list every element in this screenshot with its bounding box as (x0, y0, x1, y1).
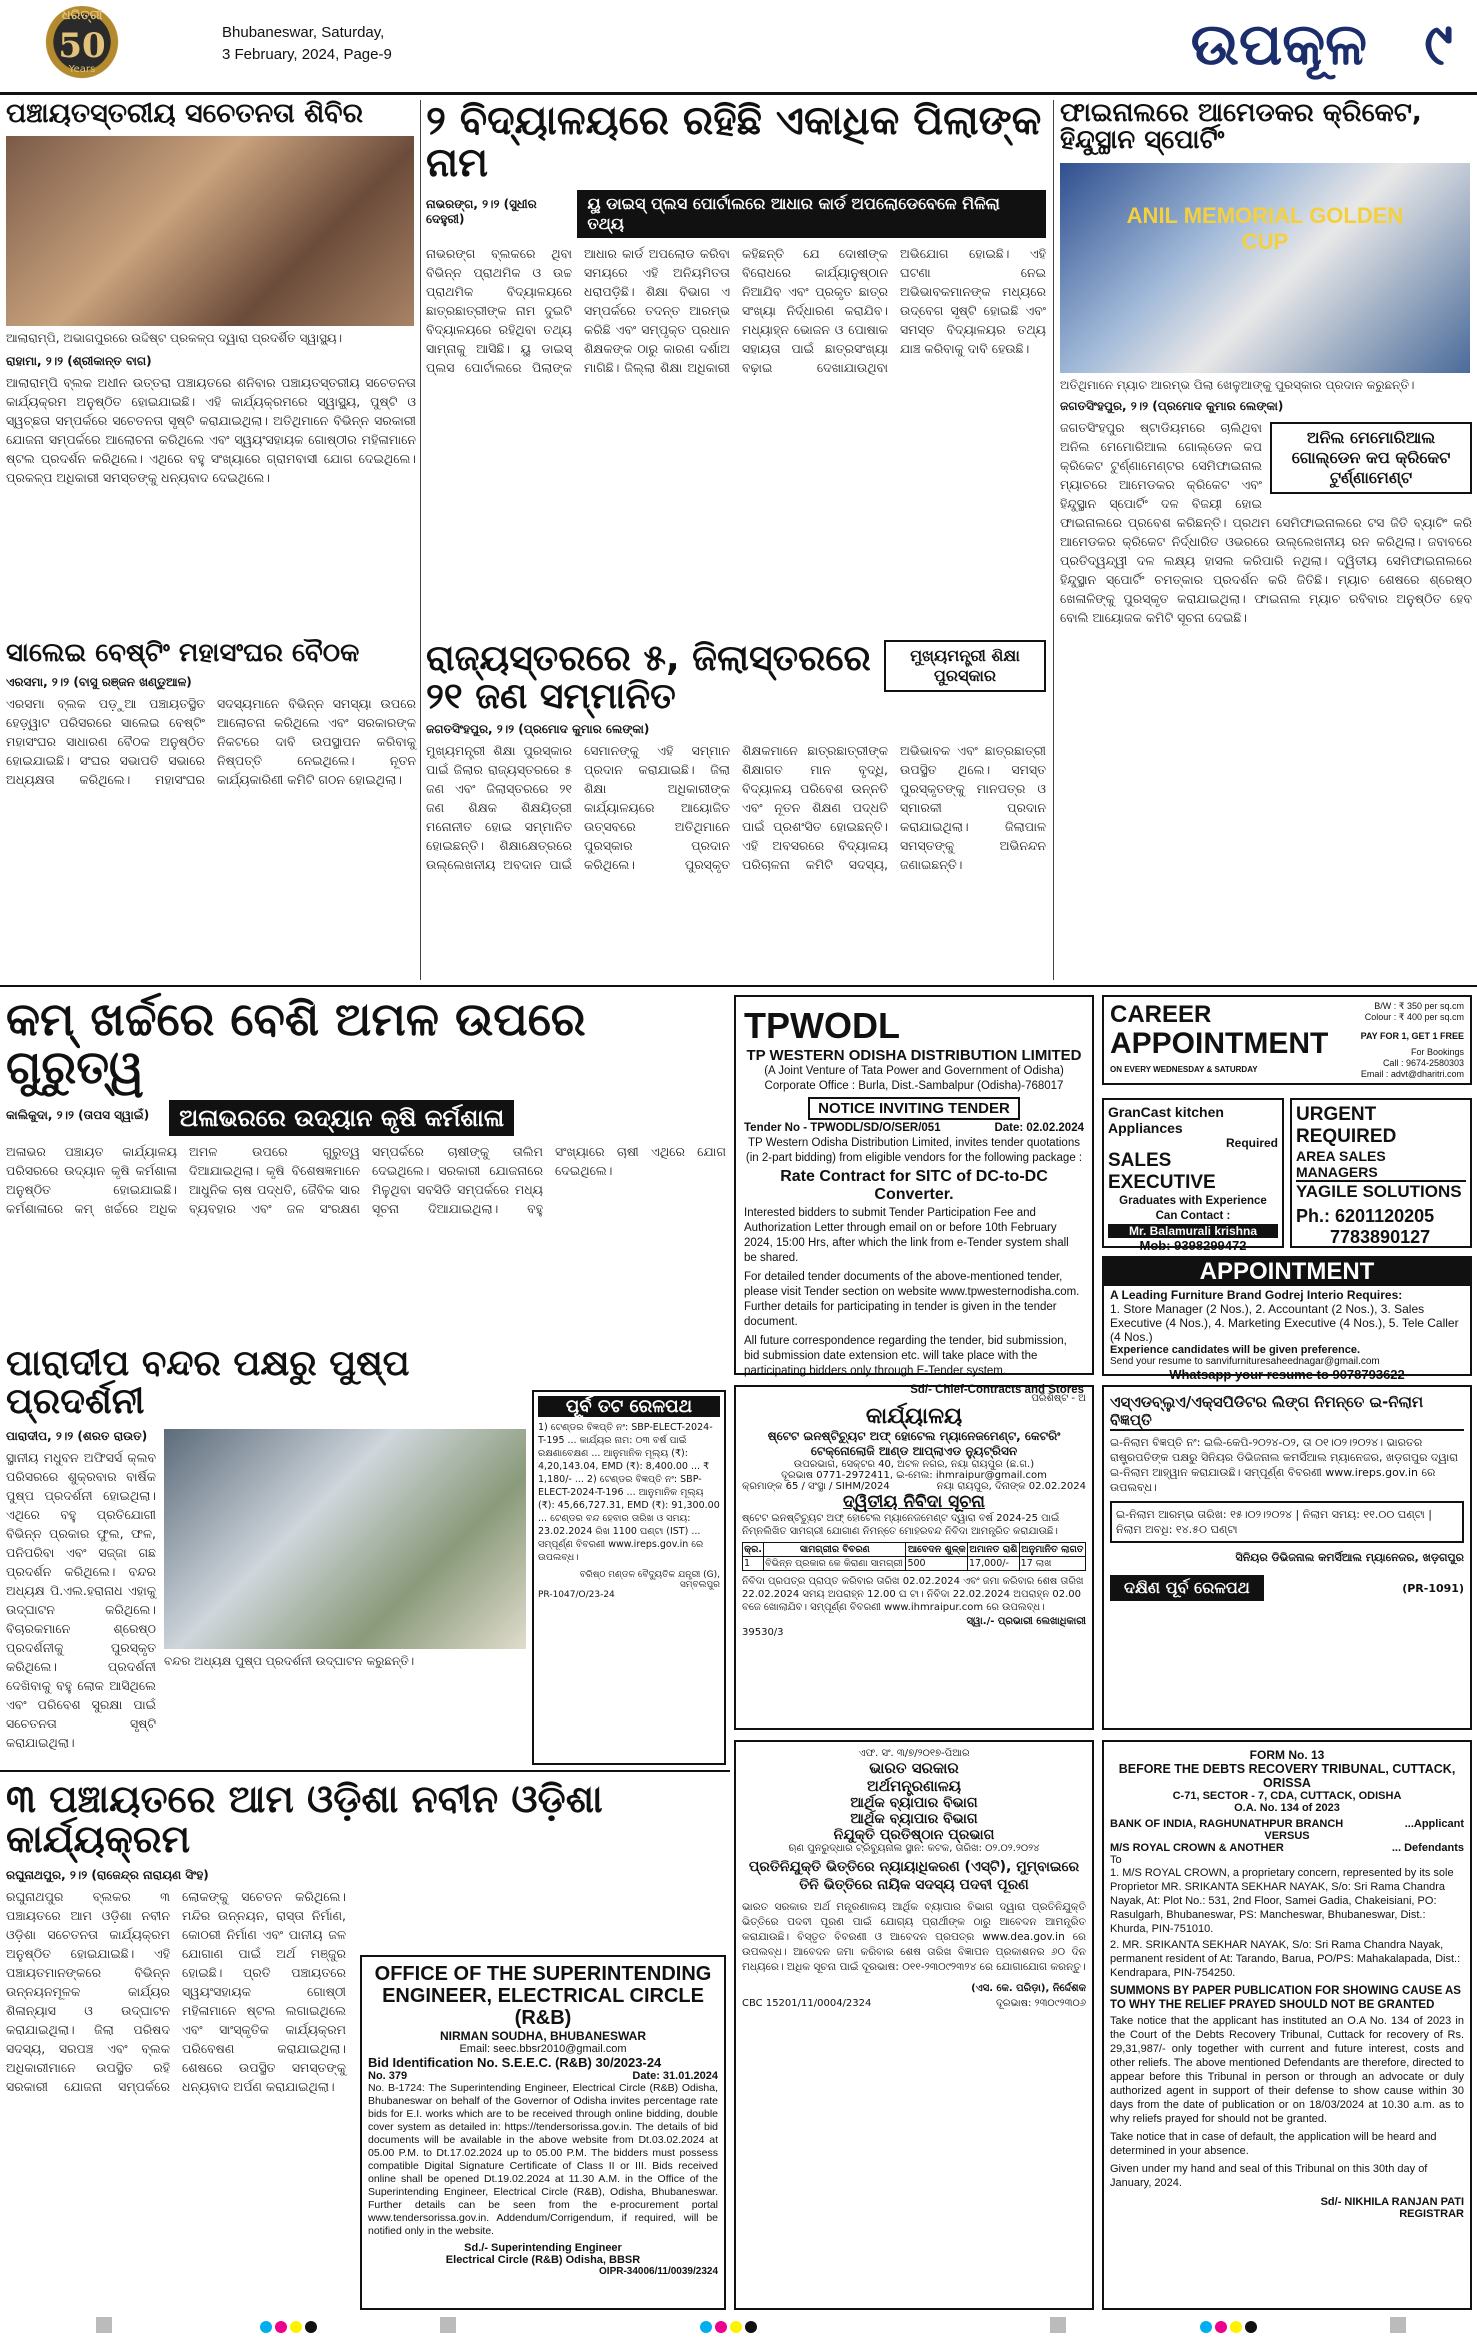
se-address: NIRMAN SOUDHA, BHUBANESWAR (440, 2029, 646, 2043)
ihm-title: କାର୍ଯ୍ୟାଳୟ (865, 1404, 963, 1429)
dateline-date-page: 3 February, 2024, Page-9 (222, 46, 392, 63)
career-rates (1361, 1001, 1464, 1080)
ihm-td: 500 (906, 1557, 968, 1571)
auction-schedule: ଇ-ନିଲାମ ଆରମ୍ଭ ତାରିଖ: ୧୫।୦୨।୨୦୨୪ | ନିଲାମ ସମୟ: ୧୧.୦୦ ଘଣ୍ଟା | ନିଲାମ ଅବଧି: ୧୪.୫୦ ଘଣ୍ଟା (1110, 1501, 1464, 1543)
ihm-td: 17 ଲାଖ (1019, 1557, 1085, 1571)
appointment-brand: A Leading Furniture Brand Godrej Interio Requires: (1110, 1288, 1403, 1302)
railway-body: 1) ଟେଣ୍ଡର ବିଜ୍ଞପ୍ତି ନଂ: SBP-ELECT-2024-T-195 ... କାର୍ଯ୍ୟର ନାମ: ୦୩ ବର୍ଷ ପାଇଁ ରକ୍ଷଣାବେକ୍ଷଣ ... ଆନୁମାନିକ ମୂଲ୍ୟ (₹): 4,20,143.04, EMD (₹): 8,400.00 ... ₹ 1,180/- ... 2) ଟେଣ୍ଡର ବିଜ୍ଞପ୍ତି ନଂ: SBP-ELECT-2024-T-196 ... ଆନୁମାନିକ ମୂଲ୍ୟ (₹): 45,66,727.31, EMD (₹): 91,300.00 ... ଟେଣ୍ଡର ବନ୍ଦ ହେବାର ତାରିଖ ଓ ସମୟ: 23.02.2024 ରିଖ 1100 ଘଣ୍ଟା (IST) ... ସମ୍ପୂର୍ଣ୍ଣ ବିବରଣୀ www.ireps.gov.in ରେ ଉପଲବ୍ଧ। (538, 1422, 720, 1563)
article-body: ମୁଖ୍ୟମନ୍ତ୍ରୀ ଶିକ୍ଷା ପୁରସ୍କାର ପାଇଁ ଜିଲାର ରାଜ୍ୟସ୍ତରରେ ୫ ଜଣ ଏବଂ ଜିଲାସ୍ତରରେ ୨୧ ଜଣ ଶିକ୍ଷକ ଶିକ୍ଷୟିତ୍ରୀ ମନୋନୀତ ହୋଇ ସମ୍ମାନିତ ହୋଇଛନ୍ତି। ଶିକ୍ଷାକ୍ଷେତ୍ରରେ ଉଲ୍ଲେଖନୀୟ ଅବଦାନ ପାଇଁ ସେମାନଙ୍କୁ ଏହି ସମ୍ମାନ ପ୍ରଦାନ କରାଯାଇଛି। ଜିଲା ଶିକ୍ଷା ଅଧିକାରୀଙ୍କ କାର୍ଯ୍ୟାଳୟରେ ଆୟୋଜିତ ଉତ୍ସବରେ ଅତିଥିମାନେ ପୁରସ୍କାର ପ୍ରଦାନ କରିଥିଲେ। ପୁରସ୍କୃତ ଶିକ୍ଷକମାନେ ଛାତ୍ରଛାତ୍ରୀଙ୍କ ଶିକ୍ଷାଗତ ମାନ ବୃଦ୍ଧି, ବିଦ୍ୟାଳୟ ପରିବେଶ ଉନ୍ନତି ଏବଂ ନୂତନ ଶିକ୍ଷଣ ପଦ୍ଧତି ପାଇଁ ପ୍ରଶଂସିତ ହୋଇଛନ୍ତି। ଏହି ଅବସରରେ ବିଦ୍ୟାଳୟ ପରିଚାଳନା କମିଟି ସଦସ୍ୟ, ଅଭିଭାବକ ଏବଂ ଛାତ୍ରଛାତ୍ରୀ ଉପସ୍ଥିତ ଥିଲେ। ସମସ୍ତ ପୁରସ୍କୃତଙ୍କୁ ମାନପତ୍ର ଓ ସ୍ମାରକୀ ପ୍ରଦାନ କରାଯାଇଥିଲା। ଜିଲାପାଳ ସମସ୍ତଙ୍କୁ ଅଭିନନ୍ଦନ ଜଣାଇଛନ୍ତି। (426, 742, 1046, 872)
story-education-award (426, 640, 1046, 980)
appointment-list: 1. Store Manager (2 Nos.), 2. Accountant (2 Nos.), 3. Sales Executive (4 Nos.), 4. Marketing Executive (4 Nos.), 5. Tele Caller (4 Nos.) (1110, 1302, 1459, 1344)
grancast-contact-label: Can Contact : (1155, 1210, 1231, 1222)
byline: ରଘୁନାଥପୁର, ୨।୨ (ରାଜେନ୍ଦ୍ର ନାରାୟଣ ସିଂହ) (6, 1867, 209, 1882)
se-signatory: Sd./- Superintending Engineer (464, 2242, 622, 2254)
grancast-required: Required (1225, 1136, 1278, 1150)
appointment-heading: APPOINTMENT (1104, 1258, 1470, 1286)
drt-versus: VERSUS (1264, 1830, 1310, 1842)
fin-ref: ଏଫ. ସଂ. ୩/୭/୨୦୧୭-ପିଆର (858, 1748, 970, 1759)
auction-railway-name: ଦକ୍ଷିଣ ପୂର୍ବ ରେଳପଥ (1110, 1575, 1264, 1601)
ad-grancast (1102, 1098, 1284, 1253)
auction-title: ଏସ୍‌ଏଡବ୍ଲୁଏ/ଏକ୍ସପିଡିଟର ଲିଙ୍ଗ ନିମନ୍ତେ ଇ-ନିଲାମ ବିଜ୍ଞପ୍ତି (1110, 1393, 1464, 1431)
fin-body: ଭାରତ ସରକାର ଅର୍ଥ ମନ୍ତ୍ରଣାଳୟ ଆର୍ଥିକ ବ୍ୟାପାର ବିଭାଗ ଦ୍ୱାରା ପ୍ରତିନିଯୁକ୍ତି ଭିତ୍ତିରେ ପଦବୀ ପୂରଣ ପାଇଁ ଯୋଗ୍ୟ ପ୍ରାର୍ଥୀଙ୍କ ଠାରୁ ଆବେଦନ ଆମନ୍ତ୍ରିତ କରାଯାଉଛି। ବିସ୍ତୃତ ବିବରଣୀ ଓ ଆବେଦନ ପ୍ରପତ୍ର www.dea.gov.in ରେ ଉପଲବ୍ଧ। ଆବେଦନ ଜମା କରିବାର ଶେଷ ତାରିଖ ବିଜ୍ଞାପନ ପ୍ରକାଶନର ୬୦ ଦିନ ମଧ୍ୟରେ। ଅଧିକ ସୂଚନା ପାଇଁ ଦୂରଭାଷ: ୦୧୧-୨୩୦୯୨୩୨୪ ରେ ଯୋଗାଯୋଗ କରନ୍ତୁ। (742, 1901, 1086, 1973)
subhead-band: ୟୁ ଡାଇସ୍ ପ୍ଲସ ପୋର୍ଟାଲରେ ଆଧାର କାର୍ଡ ଅପଲୋଡେବେଳେ ମିଳିଲା ତଥ୍ୟ (577, 190, 1046, 238)
logo-years-label: Years (68, 64, 96, 75)
article-body: ନାଭରଙ୍ଗ ବ୍ଲକରେ ଥିବା ବିଭିନ୍ନ ପ୍ରାଥମିକ ଓ ଉଚ୍ଚ ପ୍ରାଥମିକ ବିଦ୍ୟାଳୟରେ ଛାତ୍ରଛାତ୍ରୀଙ୍କ ନାମ ଦୁଇଟି ବିଦ୍ୟାଳୟରେ ରହିଥିବା ତଥ୍ୟ ସାମ୍ନାକୁ ଆସିଛି। ୟୁ ଡାଇସ୍ ପ୍ଲସ ପୋର୍ଟାଲରେ ପିଲାଙ୍କ ଆଧାର କାର୍ଡ ଅପଲୋଡ କରିବା ସମୟରେ ଏହି ଅନିୟମିତତା ଧରାପଡ଼ିଛି। ଶିକ୍ଷା ବିଭାଗ ଏ ସମ୍ପର୍କରେ ତଦନ୍ତ ଆରମ୍ଭ କରିଛି ଏବଂ ସମ୍ପୃକ୍ତ ପ୍ରଧାନ ଶିକ୍ଷକଙ୍କ ଠାରୁ କାରଣ ଦର୍ଶାଅ ମାଗିଛି। ଜିଲ୍ଲା ଶିକ୍ଷା ଅଧିକାରୀ କହିଛନ୍ତି ଯେ ଦୋଷୀଙ୍କ ବିରୋଧରେ କାର୍ଯ୍ୟାନୁଷ୍ଠାନ ନିଆଯିବ ଏବଂ ପ୍ରକୃତ ଛାତ୍ର ସଂଖ୍ୟା ନିର୍ଦ୍ଧାରଣ କରାଯିବ। ମଧ୍ୟାହ୍ନ ଭୋଜନ ଓ ପୋଷାକ ସହାୟତା ପାଇଁ ଛାତ୍ରସଂଖ୍ୟା ବଢ଼ାଇ ଦେଖାଯାଉଥିବା ଅଭିଯୋଗ ହୋଇଛି। ଏହି ଘଟଣା ନେଇ ଅଭିଭାବକମାନଙ୍କ ମଧ୍ୟରେ ଉଦ୍‌ବେଗ ସୃଷ୍ଟି ହୋଇଛି ଏବଂ ସମସ୍ତ ବିଦ୍ୟାଳୟର ତଥ୍ୟ ଯାଞ୍ଚ କରିବାକୁ ଦାବି ହେଉଛି। (426, 246, 1046, 375)
urgent-title: URGENT REQUIRED (1296, 1104, 1397, 1147)
article-body-lead: ସ୍ଥାନୀୟ ମଧୁବନ ଅଫିସର୍ସ କ୍ଲବ ପରିସରରେ ଶୁକ୍ରବାର ବାର୍ଷିକ ପୁଷ୍ପ ପ୍ରଦର୍ଶନୀ ହୋଇଥିଲା। ଏଥିରେ ବହୁ ପ୍ରତିଯୋଗୀ ବିଭିନ୍ନ ପ୍ରକାର ଫୁଲ, ଫଳ, ପନିପରିବା ଏବଂ ସଜ୍ଜା ଗଛ ପ୍ରଦର୍ଶନ କରିଥିଲେ। ବନ୍ଦର ଅଧ୍ୟକ୍ଷ ପି.ଏଲ.ହରାନାଧ ଏହାକୁ ଉଦ୍‌ଘାଟନ କରିଥିଲେ। ବିଚାରକମାନେ ଶ୍ରେଷ୍ଠ ପ୍ରଦର୍ଶନୀକୁ ପୁରସ୍କୃତ କରିଥିଲେ। ପ୍ରଦର୍ଶନୀ ଦେଖିବାକୁ ବହୁ ଲୋକ ଆସିଥିଲେ ଏବଂ ପରିବେଶ ସୁରକ୍ଷା ପାଇଁ ସଚେତନତା ସୃଷ୍ଟି କରାଯାଇଥିଲା। (6, 1449, 156, 1750)
drt-defendant-2: 2. MR. SRIKANTA SEKHAR NAYAK, S/o: Sri Rama Chandra Nayak, permanent resident of At: Tarando, Barua, PO/PS: Mahakalapada, Dist.: Kendrapara, PIN-754250. (1110, 1939, 1461, 1979)
drt-body: Take notice that the applicant has instituted an O.A No. 134 of 2023 in the Court of the Debts Recovery Tribunal, Cuttack for recovery of Rs. 29,31,987/- only together with current and future interest, costs and other reliefs. The above mentioned Defendants are therefore, directed to appear before this Tribunal in person or through an advocate or duly authorized agent in support of their defense to show cause within 30 days from the date of publication or on 18/03/2024 at 10.30 a.m. as to why reliefs prayed for should not be granted. (1110, 2015, 1464, 2125)
fin-phone: ଦୂରଭାଷ: ୨୩୦୯୨୩୦୬ (996, 1998, 1086, 2009)
ihm-body-2: ନିବିଦା ପ୍ରପତ୍ର ପ୍ରାପ୍ତ କରିବାର ତାରିଖ 02.02.2024 ଏବଂ ଜମା କରିବାର ଶେଷ ତାରିଖ 22.02.2024 ସମୟ ଅପରାହ୍ନ 12.00 ଘ ଟା। ନିବିଦା 22.02.2024 ଅପରାହ୍ନ 02.00 ବଜେ ଖୋଲାଯିବ। ସମ୍ପୂର୍ଣ୍ଣ ବିବରଣୀ www.ihmraipur.com ରେ ଉପଲବ୍ଧ। (742, 1576, 1084, 1613)
drt-body-2: Take notice that in case of default, the application will be heard and determined in your absence. (1110, 2131, 1437, 2157)
photo-caption: ଆଲାରାମ୍ପି, ଅଭାଗପୁରରେ ଉଦ୍ଦିଷ୍ଟ ପ୍ରକଳ୍ପ ଦ୍ୱାରା ପ୍ରଦର୍ଶିତ ସ୍ୱାସ୍ଥ୍ୟ। (6, 331, 343, 346)
ad-career-appointment (1102, 995, 1472, 1085)
ihm-address: ଉପରଭାଗ, ସେକ୍ଟର 40, ଅଟଳ ନଗର, ନୟା ରାୟପୁର (ଛ.ଗ.) (793, 1459, 1035, 1470)
fin-line: ଋଣ ପୁନରୁଦ୍ଧାର ଟ୍ରିବ୍ୟୁନାଲ ସ୍ଥାନ: କଟକ, ତାରିଖ: ୦୨.୦୨.୨୦୨୪ (788, 1843, 1040, 1854)
page-number: ୯ (1424, 10, 1453, 78)
tender-package: Rate Contract for SITC of DC-to-DC Converter. (780, 1168, 1048, 1203)
yellow-dot (290, 2321, 302, 2333)
ad-finance-ministry (734, 1740, 1094, 2310)
article-body: ରଘୁନାଥପୁର ବ୍ଲକର ୩ ପଞ୍ଚାୟତରେ ଆମ ଓଡ଼ିଶା ନବୀନ ଓଡ଼ିଶା ସଚେତନତା କାର୍ଯ୍ୟକ୍ରମ ଅନୁଷ୍ଠିତ ହୋଇଯାଇଛି। ଏହି ପଞ୍ଚାୟତମାନଙ୍କରେ ବିଭିନ୍ନ ଉନ୍ନୟନମୂଳକ କାର୍ଯ୍ୟର ଶିଳାନ୍ୟାସ ଓ ଉଦ୍‌ଘାଟନ କରାଯାଇଥିଲା। ଜିଲା ପରିଷଦ ସଦସ୍ୟ, ସରପଞ୍ଚ ଏବଂ ବ୍ଲକ ଅଧିକାରୀମାନେ ଉପସ୍ଥିତ ରହି ସରକାରୀ ଯୋଜନା ସମ୍ପର୍କରେ ଲୋକଙ୍କୁ ସଚେତନ କରିଥିଲେ। ମନ୍ଦିର ଉନ୍ନୟନ, ରାସ୍ତା ନିର୍ମାଣ, କୋଠରୀ ନିର୍ମାଣ ଏବଂ ପାନୀୟ ଜଳ ଯୋଗାଣ ପାଇଁ ଅର୍ଥ ମଞ୍ଜୁର ହୋଇଛି। ପ୍ରତି ପଞ୍ଚାୟତରେ ସ୍ୱୟଂସହାୟକ ଗୋଷ୍ଠୀ ମହିଳାମାନେ ଷ୍ଟଲ ଲଗାଇଥିଲେ ଏବଂ ସାଂସ୍କୃତିକ କାର୍ଯ୍ୟକ୍ରମ ପରିବେଷଣ କରାଯାଇଥିଲା। ଶେଷରେ ଉପସ୍ଥିତ ସମସ୍ତଙ୍କୁ ଧନ୍ୟବାଦ ଅର୍ପଣ କରାଯାଇଥିଲା। (6, 1888, 346, 2094)
story-horticulture-workshop (6, 992, 726, 1335)
auction-body: ଇ-ନିଲାମ ବିଜ୍ଞପ୍ତି ନଂ: ଇଲି-କେପି-୨୦୨୪-୦୨, ତା ୦୧।୦୨।୨୦୨୪। ଭାରତର ରାଷ୍ଟ୍ରପତିଙ୍କ ପକ୍ଷରୁ ସିନିୟର ଡିଭିଜନାଲ କମର୍ସିଆଲ ମ୍ୟାନେଜର, ଖଡ଼ଗପୁର ଦ୍ୱାରା ଇ-ନିଲାମ ଆହ୍ୱାନ କରାଯାଉଛି। ସମ୍ପୂର୍ଣ୍ଣ ବିବରଣୀ www.ireps.gov.in ରେ ଉପଲବ୍ଧ। (1110, 1436, 1459, 1494)
drt-applicant: BANK OF INDIA, RAGHUNATHPUR BRANCH (1110, 1818, 1344, 1830)
career-schedule: ON EVERY WEDNESDAY & SATURDAY (1110, 1065, 1258, 1074)
tournament-tag: ଅନିଲ ମେମୋରିଆଲ ଗୋଲ୍ଡେନ କପ କ୍ରିକେଟ ଟୁର୍ଣ୍ଣାମେଣ୍ଟ (1270, 422, 1472, 494)
byline: ଏରସମା, ୨।୨ (ବାସୁ ରଞ୍ଜନ ଖଣ୍ଡୁଆଳ) (6, 675, 192, 690)
ihm-th: ଅନୁମାନିତ ଲାଗତ (1021, 1544, 1084, 1555)
drt-to: To (1110, 1854, 1122, 1866)
ihm-org: ଷ୍ଟେଟ ଇନଷ୍ଟିଚ୍ୟୁଟ ଅଫ୍ ହୋଟେଲ ମ୍ୟାନେଜମେଣ୍ଟ, କେଟରିଂ ଟେକ୍ନୋଲୋଜି ଆଣ୍ଡ ଆପ୍ଲାଏଡ ନ୍ୟୁଟ୍ରିସନ (767, 1429, 1061, 1458)
rate-colour: Colour : ₹ 400 per sq.cm (1364, 1012, 1464, 1022)
drt-applicant-label: ...Applicant (1404, 1818, 1464, 1830)
byline: ରାହାମା, ୨।୨ (ଶ୍ରୀକାନ୍ତ ବାଗ) (6, 354, 152, 369)
tender-date: Date: 02.02.2024 (994, 1122, 1084, 1134)
drt-signatory: Sd/- NIKHILA RANJAN PATI (1320, 2196, 1464, 2208)
se-date: Date: 31.01.2024 (632, 2070, 718, 2082)
tender-intro: TP Western Odisha Distribution Limited, invites tender quotations (in 2-part bidding) from eligible vendors for the following package : (745, 1137, 1083, 1164)
masthead-right (1137, 4, 1467, 90)
headline: ରାଜ୍ୟସ୍ତରରେ ୫, ଜିଲାସ୍ତରରେ ୨୧ ଜଣ ସମ୍ମାନିତ (426, 638, 871, 717)
ihm-td: ବିଭିନ୍ନ ପ୍ରକାର କେ କିରାଣା ସାମଗ୍ରୀ (764, 1557, 906, 1571)
dateline (222, 22, 392, 66)
tender-para2: For detailed tender documents of the above-mentioned tender, please visit Tender section on website www.tpwesternodisha.com. Further details for participating in tender is given in the tender document. (744, 1271, 1080, 1328)
headline: ୩ ପଞ୍ଚାୟତରେ ଆମ ଓଡ଼ିଶା ନବୀନ ଓଡ଼ିଶା କାର୍ଯ୍ୟକ୍ରମ (6, 1777, 603, 1861)
photo-banner-text: ANIL MEMORIAL GOLDEN CUP (1126, 202, 1404, 254)
byline: ଜଗତସିଂହପୁର, ୨।୨ (ପ୍ରମୋଦ କୁମାର ଲେଙ୍କା) (1060, 398, 1284, 413)
story-duplicate-enrolment (426, 100, 1046, 630)
black-dot (305, 2321, 317, 2333)
notice-title: NOTICE INVITING TENDER (808, 1097, 1020, 1120)
se-title: OFFICE OF THE SUPERINTENDING ENGINEER, ELECTRICAL CIRCLE (R&B) (374, 1963, 712, 2029)
se-signatory-office: Electrical Circle (R&B) Odisha, BBSR (445, 2254, 641, 2266)
masthead-left (0, 0, 430, 90)
grancast-qualification: Graduates with Experience (1119, 1195, 1267, 1207)
railway-signatory: ବରିଷ୍ଠ ମଣ୍ଡଳ ବୈଦ୍ୟୁତିକ ଯନ୍ତ୍ରୀ (G), ସମ୍ବଲପୁର (579, 1570, 720, 1590)
ihm-label: ପରିଶିଷ୍ଟ - ଅ (1031, 1393, 1086, 1404)
ihm-signatory: ସ୍ୱା./- ପ୍ରଭାରୀ ଲେଖାଧିକାରୀ (966, 1616, 1086, 1627)
column-rule (1053, 100, 1054, 980)
photo-caption: ଅତିଥିମାନେ ମ୍ୟାଚ ଆରମ୍ଭ ପିଲା ଖେଳୁଆଙ୍କୁ ପୁରସ୍କାର ପ୍ରଦାନ କରୁଛନ୍ତି। (1060, 377, 1415, 392)
photo-flower-show (164, 1429, 526, 1649)
grancast-post: SALES EXECUTIVE (1108, 1150, 1216, 1193)
headline: ଫାଇନାଲରେ ଆମେଡକର କ୍ରିକେଟ, ହିନ୍ଦୁସ୍ଥାନ ସ୍ପୋର୍ଟିଂ (1060, 98, 1422, 156)
drt-address: C-71, SECTOR - 7, CDA, CUTTACK, ODISHA (1172, 1790, 1402, 1802)
ihm-code: 39530/3 (742, 1627, 784, 1638)
appointment-email: Send your resume to sanvifurnituresaheednagar@gmail.com (1110, 1356, 1380, 1367)
ad-tpwodl-tender (734, 995, 1094, 1396)
registration-block (96, 2317, 112, 2333)
appointment-preference: Experience candidates will be given preference. (1110, 1344, 1361, 1356)
ihm-date: ନୟା ରାୟପୁର, ଦିନାଙ୍କ 02.02.2024 (936, 1481, 1086, 1492)
story-flower-show (6, 1345, 526, 1765)
booking: For Bookings (1410, 1047, 1464, 1057)
se-code: OIPR-34006/11/0039/2324 (599, 2266, 718, 2277)
column-rule (420, 100, 421, 980)
ihm-ref: କ୍ରମାଙ୍କ 65 / ସଂସ୍ଥା / SIHM/2024 (742, 1481, 890, 1492)
se-bid-id: Bid Identification No. S.E.E.C. (R&B) 30/2023-24 (368, 2055, 662, 2070)
auction-signatory: ସିନିୟର ଡିଭିଜନାଲ କମର୍ସିଆଲ ମ୍ୟାନେଜର, ଖଡ଼ଗପୁର (1235, 1551, 1464, 1564)
fin-title-5: ନିଯୁକ୍ତି ପ୍ରତିଷ୍ଠାନ ପ୍ରଭାଗ (833, 1827, 995, 1843)
fin-title-1: ଭାରତ ସରକାର (869, 1759, 959, 1777)
drt-form: FORM No. 13 (1249, 1748, 1325, 1762)
black-dot (745, 2321, 757, 2333)
ad-godrej-appointment (1102, 1256, 1472, 1382)
fin-title-4: ଆର୍ଥିକ ବ୍ୟାପାର ବିଭାଗ (850, 1811, 978, 1827)
photo-camp (6, 136, 414, 326)
urgent-ph-label: Ph.: (1296, 1206, 1330, 1226)
magenta-dot (715, 2321, 727, 2333)
tender-number: Tender No - TPWODL/SD/O/SER/051 (744, 1122, 941, 1134)
headline: ସାଲେଇ ବେଷ୍ଟିଂ ମହାସଂଘର ବୈଠକ (6, 638, 360, 668)
office-line: Corporate Office : Burla, Dist.-Sambalpur (Odisha)-768017 (764, 1080, 1064, 1092)
grancast-company: GranCast kitchen Appliances (1108, 1104, 1224, 1136)
ihm-th: ଅମାନତ ରାଶି (969, 1544, 1018, 1555)
drt-given: Given under my hand and seal of this Tribunal on this 30th day of January, 2024. (1110, 2163, 1428, 2189)
logo-years: 50 (58, 26, 106, 66)
section-rule (0, 985, 1477, 987)
jv-line: (A Joint Venture of Tata Power and Government of Odisha) (764, 1065, 1064, 1077)
tender-signatory: Sd/- Chief-Contracts and Stores (910, 1384, 1084, 1396)
byline: ଜଗତସିଂହପୁର, ୨।୨ (ପ୍ରମୋଦ କୁମାର ଲେଙ୍କା) (426, 721, 650, 736)
black-dot (1245, 2321, 1257, 2333)
auction-code: (PR-1091) (1402, 1581, 1464, 1595)
yellow-dot (730, 2321, 742, 2333)
dateline-city-day: Bhubaneswar, Saturday, (222, 24, 385, 41)
fin-code: CBC 15201/11/0004/2324 (742, 1998, 872, 2009)
award-tag: ମୁଖ୍ୟମନ୍ତ୍ରୀ ଶିକ୍ଷା ପୁରସ୍କାର (884, 640, 1046, 692)
ad-e-auction (1102, 1385, 1472, 1730)
photo-cricket (1060, 163, 1470, 373)
article-body: ଆଲାରାମ୍ପି ବ୍ଲକ ଅଧୀନ ଉତ୍ତରା ପଞ୍ଚାୟତରେ ଶନିବାର ପଞ୍ଚାୟତସ୍ତରୀୟ ସଚେତନତା କାର୍ଯ୍ୟକ୍ରମ ଅନୁଷ୍ଠିତ ହୋଇଯାଇଛି। ଏହି କାର୍ଯ୍ୟକ୍ରମରେ ସ୍ୱାସ୍ଥ୍ୟ, ପୁଷ୍ଟି ଓ ସ୍ୱଚ୍ଛତା ସମ୍ପର୍କରେ ସଚେତନତା ସୃଷ୍ଟି କରାଯାଇଥିଲା। ଅତିଥିମାନେ ବିଭିନ୍ନ ସରକାରୀ ଯୋଜନା ସମ୍ପର୍କରେ ଆଲୋଚନା କରିଥିଲେ ଏବଂ ସ୍ୱୟଂସହାୟକ ଗୋଷ୍ଠୀର ମହିଳାମାନେ ଷ୍ଟଲ ପ୍ରଦର୍ଶନ କରିଥିଲେ। ଏଥିରେ ବହୁ ସଂଖ୍ୟାରେ ଗ୍ରାମବାସୀ ଯୋଗ ଦେଇଥିଲେ। ପ୍ରକଳ୍ପ ଅଧିକାରୀ ସମସ୍ତଙ୍କୁ ଧନ୍ୟବାଦ ଦେଇଥିଲେ। (6, 375, 416, 486)
tender-para1: Interested bidders to submit Tender Participation Fee and Authorization Letter through email on or before 10th February 2024, 15:00 Hrs, after which the link from e-Tender system shall be shared. (744, 1207, 1069, 1264)
section-rule (0, 1770, 730, 1772)
ihm-td: 17,000/- (968, 1557, 1020, 1571)
ihm-th: କ୍ର. (744, 1544, 762, 1555)
table-row (743, 1557, 1086, 1571)
urgent-phone-2: 7783890127 (1330, 1227, 1431, 1247)
drt-defendant-1: 1. M/S ROYAL CROWN, a proprietary concern, represented by its sole Proprietor MR. SRIKANTA SEKHAR NAYAK, S/o: Sri Rama Chandra Nayak, At: Plot No.: 531, 2nd Floor, Samei Gadia, Chakeisiani, PO: Rasulgarh, Bhubaneswar, PS: Mancheswar, Bhubaneswar, Dist.: Khurda, PIN-751010. (1110, 1867, 1454, 1935)
headline: ପାରାଦୀପ ବନ୍ଦର ପକ୍ଷରୁ ପୁଷ୍ପ ପ୍ରଦର୍ଶନୀ (6, 1343, 410, 1422)
masthead-rule (0, 92, 1477, 95)
magenta-dot (1215, 2321, 1227, 2333)
article-body: ଜଗତସିଂହପୁର ଷ୍ଟାଡିୟମରେ ଚାଲିଥିବା ଅନିଲ ମେମୋରିଆଲ ଗୋଲ୍ଡେନ କପ କ୍ରିକେଟ ଟୁର୍ଣ୍ଣାମେଣ୍ଟର ସେମିଫାଇନାଲ ମ୍ୟାଚରେ ଆମେଡକର କ୍ରିକେଟ ଏବଂ ହିନ୍ଦୁସ୍ଥାନ ସ୍ପୋର୍ଟିଂ ଦଳ ବିଜୟୀ ହୋଇ ଫାଇନାଲରେ ପ୍ରବେଶ କରିଛନ୍ତି। ପ୍ରଥମ ସେମିଫାଇନାଲରେ ଟସ ଜିତି ବ୍ୟାଟିଂ କରି ଆମେଡକର କ୍ରିକେଟ ନିର୍ଦ୍ଧାରିତ ଓଭରରେ ଉଲ୍ଲେଖନୀୟ ରନ କରିଥିଲା। ଜବାବରେ ପ୍ରତିଦ୍ୱନ୍ଦ୍ୱୀ ଦଳ ଲକ୍ଷ୍ୟ ହାସଲ କରିପାରି ନଥିଲା। ଦ୍ୱିତୀୟ ସେମିଫାଇନାଲରେ ହିନ୍ଦୁସ୍ଥାନ ସ୍ପୋର୍ଟିଂ ଚମତ୍କାର ପ୍ରଦର୍ଶନ କରି ଜିତିଛି। ମ୍ୟାଚ ଶେଷରେ ଶ୍ରେଷ୍ଠ ଖେଳାଳିଙ୍କୁ ପୁରସ୍କୃତ କରାଯାଇଥିଲା। ଫାଇନାଲ ମ୍ୟାଚ ରବିବାର ଅନୁଷ୍ଠିତ ହେବ ବୋଲି ଆୟୋଜକ କମିଟି ସୂଚନା ଦେଇଛି। (1060, 419, 1472, 625)
photo-caption: ବନ୍ଦର ଅଧ୍ୟକ୍ଷ ପୁଷ୍ପ ପ୍ରଦର୍ଶନୀ ଉଦ୍‌ଘାଟନ କରୁଛନ୍ତି। (164, 1653, 415, 1668)
company-name: TP WESTERN ODISHA DISTRIBUTION LIMITED (746, 1047, 1082, 1064)
fin-title-3: ଆର୍ଥିକ ବ୍ୟାପାର ବିଭାଗ (850, 1795, 978, 1811)
cmyk-marks (260, 2318, 320, 2332)
ihm-body: ଷ୍ଟେଟ ଇନଷ୍ଟିଚ୍ୟୁଟ ଅଫ୍ ହୋଟେଲ ମ୍ୟାନେଜମେଣ୍ଟ ଦ୍ୱାରା ବର୍ଷ 2024-25 ପାଇଁ ନିମ୍ନଲିଖିତ ସାମଗ୍ରୀ ଯୋଗାଣ ନିମନ୍ତେ ମୋହରବନ୍ଦ ନିବିଦା ଆମନ୍ତ୍ରିତ କରାଯାଉଛି। (742, 1513, 1060, 1537)
appointment-whatsapp: Whatsapp your resume to 9078793622 (1169, 1367, 1405, 1382)
headline: ୨ ବିଦ୍ୟାଳୟରେ ରହିଛି ଏକାଧିକ ପିଲାଙ୍କ ନାମ (426, 98, 1042, 186)
byline: ନାଭରଙ୍ଗ, ୨।୨ (ସୁଧୀର ଦେହୁରୀ) (426, 197, 537, 226)
workshop-band: ଅଳାଭରରେ ଉଦ୍ୟାନ କୃଷି କର୍ମଶାଳା (169, 1100, 514, 1136)
offer: PAY FOR 1, GET 1 FREE (1360, 1031, 1464, 1041)
ihm-table-header (743, 1543, 1086, 1557)
fin-signatory: (ଏସ. କେ. ପରିଡ଼ା), ନିର୍ଦ୍ଦେଶକ (971, 1983, 1086, 1994)
headline: ପଞ୍ଚାୟତସ୍ତରୀୟ ସଚେତନତା ଶିବିର (6, 98, 364, 129)
cmyk-marks (700, 2318, 760, 2332)
ihm-notice: ଦ୍ୱିତୀୟ ନିବିଦା ସୂଚନା (843, 1492, 985, 1512)
fin-headline: ପ୍ରତିନିଯୁକ୍ତି ଭିତ୍ତିରେ ନ୍ୟାୟାଧିକରଣ (ଏସ୍‌ଟି), ମୁମ୍ବାଇରେ ତିନି ଭିତ୍ତିରେ ନାୟିକ ସଦସ୍ୟ ପଦବୀ ପୂରଣ (748, 1859, 1080, 1893)
ihm-th: ସାମଗ୍ରୀର ବିବରଣ (764, 1543, 906, 1557)
railway-code: PR-1047/O/23-24 (538, 1590, 615, 1600)
ad-ihm-tender (734, 1385, 1094, 1730)
story-salei-meeting (6, 640, 416, 980)
drt-title: BEFORE THE DEBTS RECOVERY TRIBUNAL, CUTTACK, ORISSA (1118, 1762, 1456, 1790)
ihm-table (742, 1542, 1086, 1571)
magenta-dot (275, 2321, 287, 2333)
ad-urgent-required (1290, 1098, 1472, 1248)
logo-word: ଧରିତ୍ରୀ (61, 8, 103, 23)
byline: କାଲିକୁଦା, ୨।୨ (ତାପସ ସ୍ୱାଇଁ) (6, 1108, 150, 1123)
urgent-post: AREA SALES MANAGERS (1296, 1148, 1466, 1182)
story-cricket-final (1060, 100, 1472, 980)
call: Call : 9674-2580303 (1382, 1058, 1464, 1068)
se-email: Email: seec.bbsr2010@gmail.com (459, 2043, 627, 2055)
grancast-mobile: Mob: 9398299472 (1139, 1238, 1247, 1253)
yellow-dot (1230, 2321, 1242, 2333)
appointment-title: APPOINTMENT (1110, 1027, 1329, 1060)
urgent-company: YAGILE SOLUTIONS (1296, 1182, 1462, 1201)
ad-debts-recovery-tribunal (1102, 1740, 1472, 2310)
cyan-dot (1200, 2321, 1212, 2333)
drt-summons: SUMMONS BY PAPER PUBLICATION FOR SHOWING CAUSE AS TO WHY THE RELIEF PRAYED SHOULD NOT BE GRANTED (1110, 1985, 1461, 2011)
article-body: ଅଳାଭର ପଞ୍ଚାୟତ କାର୍ଯ୍ୟାଳୟ ପରିସରରେ ଉଦ୍ୟାନ କୃଷି କର୍ମଶାଳା ଅନୁଷ୍ଠିତ ହୋଇଯାଇଛି। କର୍ମଶାଳାରେ କମ୍ ଖର୍ଚ୍ଚରେ ଅଧିକ ଅମଳ ଉପରେ ଗୁରୁତ୍ୱ ଦିଆଯାଇଥିଲା। କୃଷି ବିଶେଷଜ୍ଞମାନେ ଆଧୁନିକ ଚାଷ ପଦ୍ଧତି, ଜୈବିକ ସାର ବ୍ୟବହାର ଏବଂ ଜଳ ସଂରକ୍ଷଣ ସମ୍ପର୍କରେ ଚାଷୀଙ୍କୁ ତାଲିମ ଦେଇଥିଲେ। ସରକାରୀ ଯୋଜନାରେ ମିଳୁଥିବା ସବସିଡି ସମ୍ପର୍କରେ ମଧ୍ୟ ସୂଚନା ଦିଆଯାଇଥିଲା। ବହୁ ସଂଖ୍ୟାରେ ଚାଷୀ ଏଥିରେ ଯୋଗ ଦେଇଥିଲେ। (6, 1143, 726, 1216)
se-body: No. B-1724: The Superintending Engineer, Electrical Circle (R&B) Odisha, Bhubaneswar on behalf of the Governor of Odisha invites percentage rate bids for E.I. works which are to be received through online bidding, double cover system as detailed in: https://tendersorissa.gov.in. The details of bid documents will be available in the above website from Dt.03.02.2024 at 05.00 P.M. to Dt.17.02.2024 up to 05.00 P.M. The bidders must possess compatible Digital Signature Certificate of Class II or III. Bids received online shall be opened Dt.19.02.2024 at 11.30 A.M. in the Office of the Superintending Engineer, Electrical Circle (R&B), Odisha, Bhubaneswar. Further details can be seen from the e-procurement portal www.tendersorissa.gov.in. Addendum/Corrigendum, if required, will be notified only in the website. (368, 2082, 718, 2237)
drt-oa: O.A. No. 134 of 2023 (1234, 1802, 1340, 1814)
email: Email : advt@dharitri.com (1360, 1069, 1464, 1079)
registration-block (1390, 2317, 1406, 2333)
registration-block (1050, 2317, 1066, 2333)
cmyk-marks (1200, 2318, 1260, 2332)
section-name: ଉପକୂଳ (1190, 10, 1367, 78)
rate-bw: B/W : ₹ 350 per sq.cm (1374, 1001, 1464, 1011)
ad-east-coast-railway (532, 1390, 726, 1765)
byline: ପାରାଦୀପ, ୨।୨ (ଶରତ ରାଉତ) (6, 1428, 148, 1443)
railway-title: ପୂର୍ବ ତଟ ରେଳପଥ (538, 1396, 720, 1417)
tender-para3: All future correspondence regarding the tender, bid submission, bid submission date extension etc. will take place with the participating bidders only through E-Tender system. (744, 1335, 1067, 1377)
cyan-dot (700, 2321, 712, 2333)
registration-block (440, 2317, 456, 2333)
ad-superintending-engineer (360, 1955, 726, 2310)
drt-defendant: M/S ROYAL CROWN & ANOTHER (1110, 1842, 1284, 1854)
ihm-th: ଆବେଦନ ଶୁଳ୍କ (907, 1544, 966, 1555)
headline: କମ୍ ଖର୍ଚ୍ଚରେ ବେଶି ଅମଳ ଉପରେ ଗୁରୁତ୍ୱ (6, 992, 586, 1095)
fin-title-2: ଅର୍ଥମନ୍ତ୍ରଣାଳୟ (867, 1777, 961, 1795)
ihm-contact: ଦୂରଭାଷ 0771-2972411, ଇ-ମେଲ: ihmraipur@gmail.com (781, 1470, 1047, 1481)
cyan-dot (260, 2321, 272, 2333)
tpwodl-logo: TPWODL (744, 1005, 900, 1046)
se-no: No. 379 (368, 2070, 408, 2082)
drt-defendant-label: ... Defendants (1391, 1842, 1464, 1854)
ihm-td: 1 (743, 1557, 764, 1571)
drt-registrar: REGISTRAR (1399, 2208, 1464, 2220)
grancast-name: Mr. Balamurali krishna (1108, 1224, 1278, 1238)
career-title: CAREER (1110, 1001, 1212, 1028)
article-body: ଏରସମା ବ୍ଲକ ପଡ଼ୁଆ ପଞ୍ଚାୟତସ୍ଥିତ ହେଡ଼୍ୱାଟ ପରିସରରେ ସାଲେଇ ବେଷ୍ଟିଂ ମହାସଂଘର ସାଧାରଣ ବୈଠକ ଅନୁଷ୍ଠିତ ହୋଇଯାଇଛି। ସଂଘର ସଭାପତି ସଭାରେ ଅଧ୍ୟକ୍ଷତା କରିଥିଲେ। ମହାସଂଘର ସଦସ୍ୟମାନେ ବିଭିନ୍ନ ସମସ୍ୟା ଉପରେ ଆଲୋଚନା କରିଥିଲେ ଏବଂ ସରକାରଙ୍କ ନିକଟରେ ଦାବି ଉପସ୍ଥାପନ କରିବାକୁ ନିଷ୍ପତ୍ତି ନେଇଥିଲେ। ନୂତନ କାର୍ଯ୍ୟକାରିଣୀ କମିଟି ଗଠନ ହୋଇଥିଲା। (6, 696, 416, 788)
urgent-phone-1: 6201120205 (1335, 1206, 1435, 1226)
